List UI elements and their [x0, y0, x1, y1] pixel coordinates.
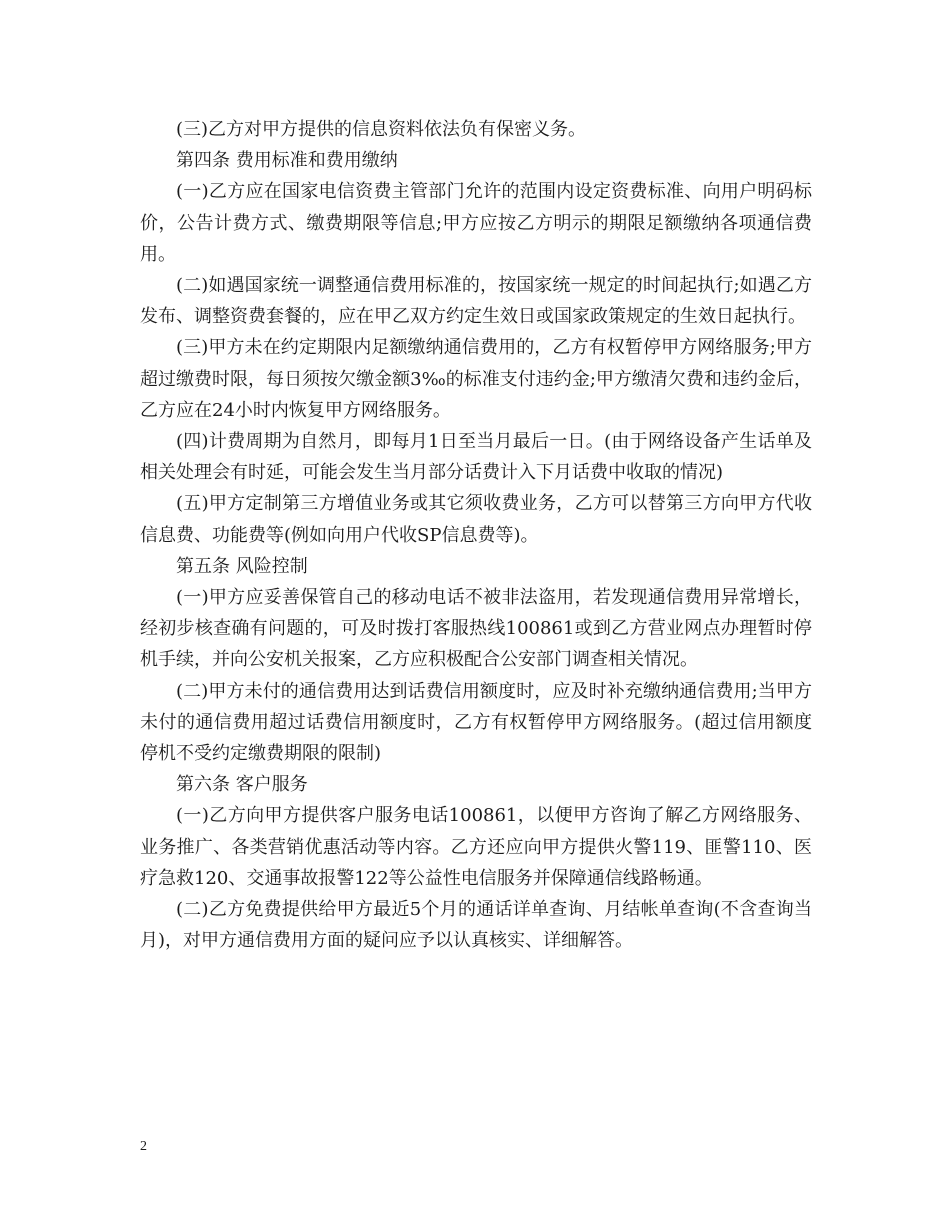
article-4-item-2: (二)如遇国家统一调整通信费用标准的，按国家统一规定的时间起执行;如遇乙方发布、调整资费套餐的，应在甲乙双方约定生效日或国家政策规定的生效日起执行。	[140, 275, 812, 328]
article-6-item-1: (一)乙方向甲方提供客户服务电话100861，以便甲方咨询了解乙方网络服务、业务推广、各类营销优惠活动等内容。乙方还应向甲方提供火警119、匪警110、医疗急救120、交通事故报警122等公益性电信服务并保障通信线路畅通。	[140, 805, 812, 889]
article-4-item-5: (五)甲方定制第三方增值业务或其它须收费业务，乙方可以替第三方向甲方代收信息费、功能费等(例如向用户代收SP信息费等)。	[140, 493, 812, 546]
clause-4-3-paragraph: (三)乙方对甲方提供的信息资料依法负有保密义务。	[176, 119, 587, 140]
article-6-heading: 第六条 客户服务	[176, 774, 308, 796]
article-4-item-4: (四)计费周期为自然月，即每月1日至当月最后一日。(由于网络设备产生话单及相关处理会有时延，可能会发生当月部分话费计入下月话费中收取的情况)	[140, 431, 812, 484]
page-number: 2	[140, 1139, 147, 1154]
document-body	[140, 114, 812, 956]
article-4-heading: 第四条 费用标准和费用缴纳	[176, 150, 398, 172]
article-5-item-2: (二)甲方未付的通信费用达到话费信用额度时，应及时补充缴纳通信费用;当甲方未付的通信费用超过话费信用额度时，乙方有权暂停甲方网络服务。(超过信用额度停机不受约定缴费期限的限制)	[140, 680, 812, 765]
article-4-item-3: (三)甲方未在约定期限内足额缴纳通信费用的，乙方有权暂停甲方网络服务;甲方超过缴费时限，每日须按欠缴金额3‰的标准支付违约金;甲方缴清欠费和违约金后，乙方应在24小时内恢复甲方网络服务。	[140, 337, 812, 421]
article-5-item-1: (一)甲方应妥善保管自己的移动电话不被非法盗用，若发现通信费用异常增长，经初步核查确有问题的，可及时拨打客服热线100861或到乙方营业网点办理暂时停机手续，并向公安机关报案，乙方应积极配合公安部门调查相关情况。	[140, 587, 812, 671]
article-4-item-1: (一)乙方应在国家电信资费主管部门允许的范围内设定资费标准、向用户明码标价，公告计费方式、缴费期限等信息;甲方应按乙方明示的期限足额缴纳各项通信费用。	[140, 181, 812, 265]
article-6-item-2: (二)乙方免费提供给甲方最近5个月的通话详单查询、月结帐单查询(不含查询当月)，对甲方通信费用方面的疑问应予以认真核实、详细解答。	[140, 899, 812, 952]
article-5-heading: 第五条 风险控制	[176, 555, 308, 577]
